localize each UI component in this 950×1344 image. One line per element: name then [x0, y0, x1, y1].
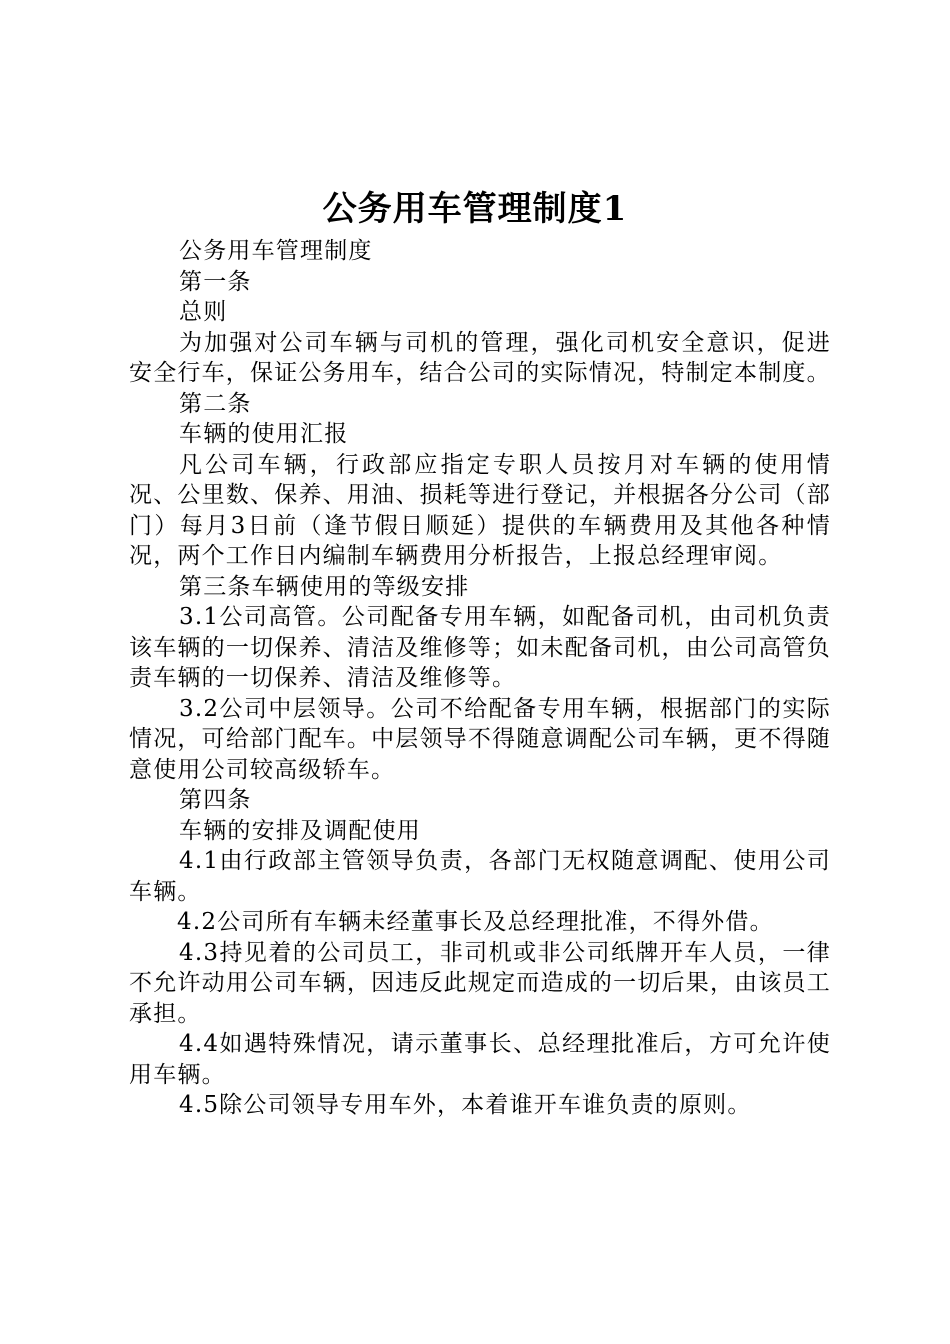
article-1-title: 总则: [179, 299, 228, 325]
article-3-heading: 第三条车辆使用的等级安排: [179, 573, 470, 600]
clause-4-5: 4.5除公司领导专用车外，本着谁开车谁负责的原则。: [179, 1092, 752, 1118]
document-title: 公务用车管理制度1: [322, 189, 628, 229]
article-4-heading: 第四条: [179, 787, 252, 813]
clause-4-4: 4.4如遇特殊情况，请示董事长、总经理批准后，方可允许使用车辆。: [129, 1031, 831, 1088]
article-1-body: 为加强对公司车辆与司机的管理，强化司机安全意识，促进安全行车，保证公务用车，结合公司的实际情况，特制定本制度。: [129, 329, 831, 386]
subtitle-paragraph: 公务用车管理制度: [179, 238, 373, 264]
article-2-heading: 第二条: [179, 390, 252, 417]
clause-3-2: 3.2公司中层领导。公司不给配备专用车辆，根据部门的实际情况，可给部门配车。中层领导不得随意调配公司车辆，更不得随意使用公司较高级轿车。: [129, 695, 831, 783]
document-body: [129, 236, 831, 1121]
article-2-body: 凡公司车辆，行政部应指定专职人员按月对车辆的使用情况、公里数、保养、用油、损耗等进行登记，并根据各分公司（部门）每月3日前（逢节假日顺延）提供的车辆费用及其他各种情况，两个工作日内编制车辆费用分析报告，上报总经理审阅。: [129, 451, 831, 569]
article-1-heading: 第一条: [179, 268, 252, 295]
clause-4-2: 4.2公司所有车辆未经董事长及总经理批准，不得外借。: [177, 909, 774, 935]
clause-4-3: 4.3持见着的公司员工，非司机或非公司纸牌开车人员，一律不允许动用公司车辆，因违反此规定而造成的一切后果，由该员工承担。: [129, 939, 831, 1027]
clause-3-1: 3.1公司高管。公司配备专用车辆，如配备司机，由司机负责该车辆的一切保养、清洁及维修等；如未配备司机，由公司高管负责车辆的一切保养、清洁及维修等。: [129, 604, 831, 691]
article-2-title: 车辆的使用汇报: [179, 421, 349, 447]
clause-4-1: 4.1由行政部主管领导负责，各部门无权随意调配、使用公司车辆。: [129, 848, 831, 905]
article-4-title: 车辆的安排及调配使用: [179, 817, 421, 844]
